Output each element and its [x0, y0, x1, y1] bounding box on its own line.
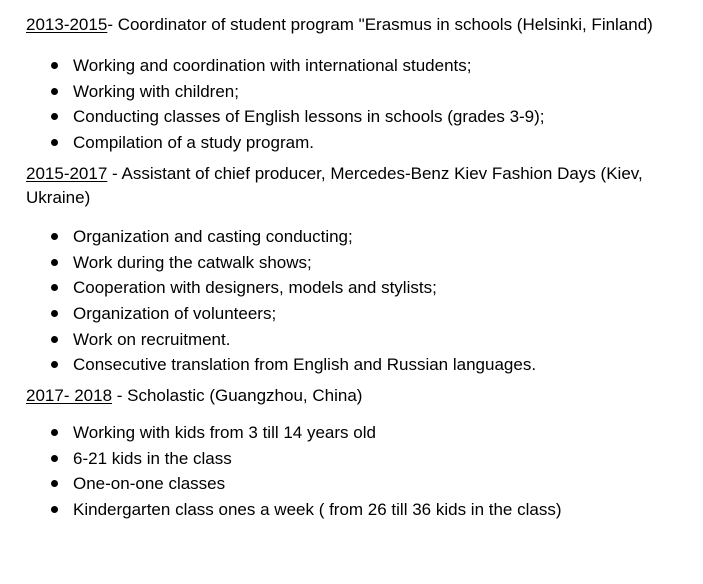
list-item	[26, 327, 686, 353]
bullet-icon	[51, 62, 58, 69]
list-item	[26, 104, 686, 130]
list-item	[26, 446, 686, 472]
job-date-range: 2015-2017	[26, 163, 108, 183]
list-item	[26, 130, 686, 156]
bullet-icon	[51, 259, 58, 266]
job-entry-heading	[26, 162, 686, 210]
duty-text: Organization and casting conducting;	[73, 226, 353, 246]
list-item	[26, 497, 686, 523]
duty-text: One-on-one classes	[73, 474, 226, 494]
bullet-icon	[51, 284, 58, 291]
job-entry-heading	[26, 384, 686, 408]
bullet-icon	[51, 361, 58, 368]
bullet-icon	[51, 429, 58, 436]
duty-text: Kindergarten class ones a week ( from 26 till 36 kids in the class)	[73, 500, 562, 520]
bullet-icon	[51, 455, 58, 462]
list-item	[26, 79, 686, 105]
duty-text: Work on recruitment.	[73, 329, 231, 349]
duty-text: Work during the catwalk shows;	[73, 252, 312, 272]
list-item	[26, 301, 686, 327]
job-title: - Scholastic (Guangzhou, China)	[112, 386, 363, 406]
job-date-range: 2013-2015	[26, 15, 108, 34]
duty-text: Consecutive translation from English and Russian languages.	[73, 355, 537, 375]
job-entry-heading	[26, 13, 686, 37]
list-item	[26, 275, 686, 301]
duty-text: Working and coordination with international students;	[73, 56, 472, 75]
duty-text: Working with children;	[73, 81, 239, 101]
duty-text: Organization of volunteers;	[73, 303, 277, 323]
duty-text: Conducting classes of English lessons in schools (grades 3-9);	[73, 107, 545, 127]
bullet-icon	[51, 336, 58, 343]
bullet-icon	[51, 310, 58, 317]
duty-text: Working with kids from 3 till 14 years old	[73, 423, 376, 443]
duties-list	[26, 420, 686, 523]
resume-experience-section	[26, 13, 686, 523]
list-item	[26, 420, 686, 446]
list-item	[26, 250, 686, 276]
duties-list	[26, 53, 686, 156]
bullet-icon	[51, 139, 58, 146]
duties-list	[26, 224, 686, 378]
job-title: - Coordinator of student program "Erasmus in schools (Helsinki, Finland)	[107, 15, 653, 34]
duty-text: 6-21 kids in the class	[73, 448, 232, 468]
duty-text: Cooperation with designers, models and stylists;	[73, 278, 437, 298]
list-item	[26, 471, 686, 497]
bullet-icon	[51, 113, 58, 120]
list-item	[26, 53, 686, 79]
job-title: - Assistant of chief producer, Mercedes-Benz Kiev Fashion Days (Kiev, Ukraine)	[26, 163, 643, 207]
list-item	[26, 352, 686, 378]
bullet-icon	[51, 233, 58, 240]
bullet-icon	[51, 480, 58, 487]
bullet-icon	[51, 88, 58, 95]
list-item	[26, 224, 686, 250]
job-date-range: 2017- 2018	[26, 386, 113, 406]
duty-text: Compilation of a study program.	[73, 133, 314, 153]
bullet-icon	[51, 506, 58, 513]
